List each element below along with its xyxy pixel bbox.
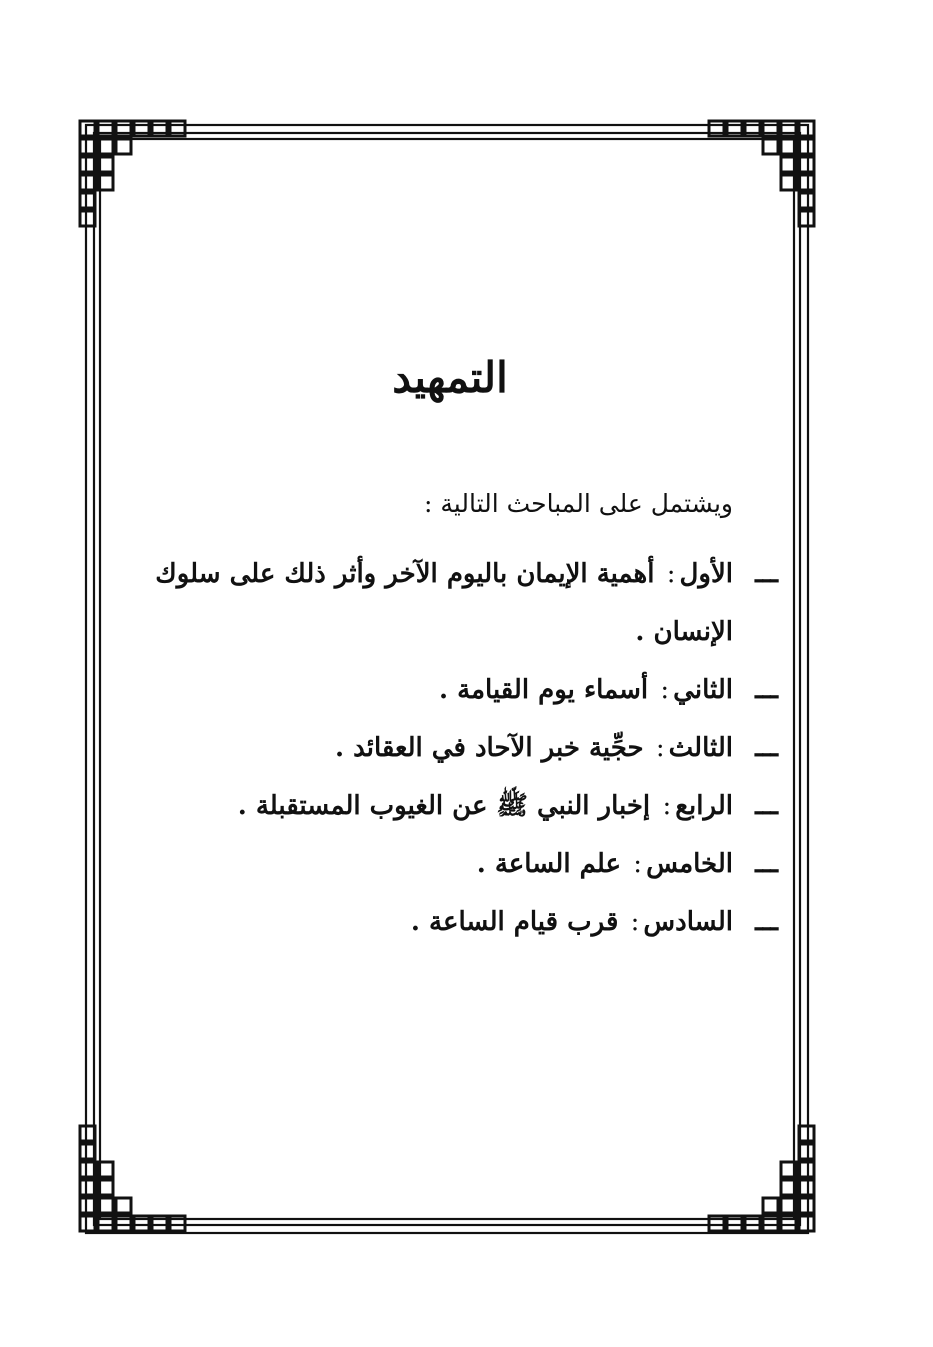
section-separator: : bbox=[660, 675, 670, 705]
section-label: الخامس bbox=[646, 849, 733, 879]
section-text: إخبار النبي ﷺ عن الغيوب المستقبلة . bbox=[237, 791, 651, 821]
section-separator: : bbox=[633, 849, 643, 879]
section-separator: : bbox=[666, 559, 676, 589]
section-separator: : bbox=[630, 907, 640, 937]
section-text: أسماء يوم القيامة . bbox=[439, 675, 649, 705]
list-item bbox=[118, 835, 778, 893]
section-text: قرب قيام الساعة . bbox=[410, 907, 619, 937]
section-label: الثاني bbox=[673, 675, 733, 705]
section-separator: : bbox=[655, 733, 665, 763]
bullet-dash: ـــ bbox=[755, 675, 778, 705]
page-title: التمهيد bbox=[392, 353, 508, 402]
intro-text: ويشتمل على المباحث التالية : bbox=[424, 489, 733, 518]
section-label: السادس bbox=[643, 907, 733, 937]
section-text: أهمية الإيمان باليوم الآخر وأثر ذلك على سلوك الإنسان . bbox=[155, 559, 733, 647]
section-separator: : bbox=[662, 791, 672, 821]
bullet-dash: ـــ bbox=[755, 849, 778, 879]
list-item bbox=[118, 661, 778, 719]
list-item bbox=[118, 893, 778, 951]
bullet-dash: ـــ bbox=[755, 791, 778, 821]
section-label: الثالث bbox=[668, 733, 733, 763]
section-text: علم الساعة . bbox=[476, 849, 622, 879]
section-text: حجِّية خبر الآحاد في العقائد . bbox=[335, 733, 644, 763]
bullet-dash: ـــ bbox=[755, 733, 778, 763]
list-item bbox=[118, 777, 778, 835]
sections-list bbox=[118, 545, 778, 951]
list-item bbox=[118, 545, 778, 661]
section-label: الأول bbox=[679, 559, 733, 589]
list-item bbox=[118, 719, 778, 777]
bullet-dash: ـــ bbox=[755, 907, 778, 937]
section-label: الرابع bbox=[675, 791, 733, 821]
bullet-dash: ـــ bbox=[755, 559, 778, 589]
